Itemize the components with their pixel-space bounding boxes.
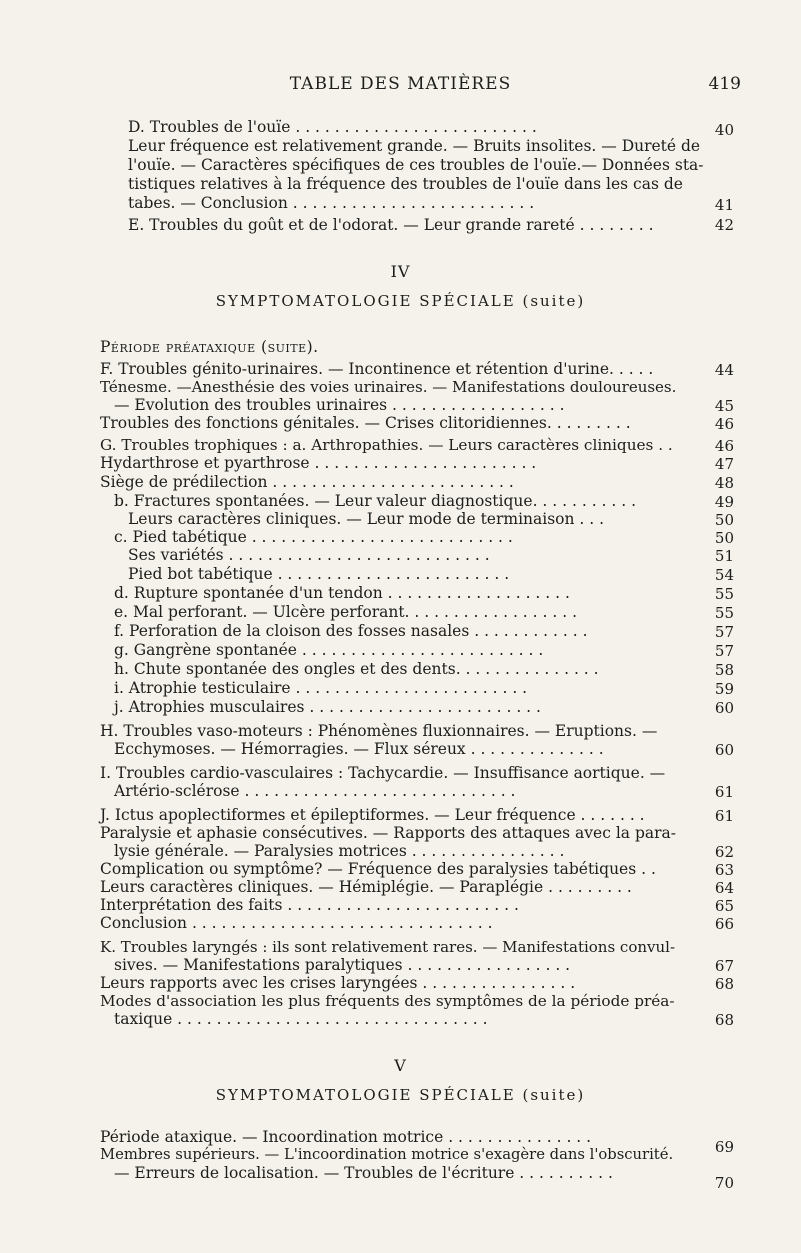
toc-line: Siège de prédilection . . . . . . . . . . . . . . . . . . . . . . . . . xyxy=(100,473,514,491)
toc-page: 54 xyxy=(714,566,734,584)
toc-line: Leurs rapports avec les crises laryngées . . . . . . . . . . . . . . . . xyxy=(100,974,576,992)
toc-line: d. Rupture spontanée d'un tendon . . . . . . . . . . . . . . . . . . . xyxy=(114,584,570,602)
toc-page: 57 xyxy=(714,642,734,660)
toc-line: Modes d'association les plus fréquents des symptômes de la période préa- xyxy=(100,992,675,1010)
toc-page: 60 xyxy=(714,741,734,759)
toc-page: 61 xyxy=(714,783,734,801)
toc-line: Ecchymoses. — Hémorragies. — Flux séreux . . . . . . . . . . . . . . xyxy=(114,740,604,758)
toc-line: c. Pied tabétique . . . . . . . . . . . . . . . . . . . . . . . . . . . xyxy=(114,528,513,546)
toc-line: I. Troubles cardio-vasculaires : Tachycardie. — Insuffisance aortique. — xyxy=(100,764,666,782)
period-heading: Période préataxique (suite). xyxy=(100,338,319,356)
toc-page: 67 xyxy=(714,957,734,975)
toc-line: Pied bot tabétique . . . . . . . . . . . . . . . . . . . . . . . . xyxy=(128,565,510,583)
toc-line: Artério-sclérose . . . . . . . . . . . . . . . . . . . . . . . . . . . . xyxy=(114,782,516,800)
toc-line: Membres supérieurs. — L'incoordination motrice s'exagère dans l'obscurité. xyxy=(100,1146,674,1163)
toc-page: 62 xyxy=(714,843,734,861)
toc-line: f. Perforation de la cloison des fosses nasales . . . . . . . . . . . . xyxy=(114,622,588,640)
toc-page: 55 xyxy=(714,604,734,622)
toc-page: 44 xyxy=(714,361,734,379)
toc-page: 60 xyxy=(714,699,734,717)
toc-page: 64 xyxy=(714,879,734,897)
toc-line: Ténesme. —Anesthésie des voies urinaires. — Manifestations douloureuses. xyxy=(100,378,677,396)
toc-page: 57 xyxy=(714,623,734,641)
toc-page: 58 xyxy=(714,661,734,679)
toc-line: tabes. — Conclusion . . . . . . . . . . . . . . . . . . . . . . . . . xyxy=(128,194,535,212)
toc-page: 45 xyxy=(714,397,734,415)
toc-page: 48 xyxy=(714,474,734,492)
toc-line: Interprétation des faits . . . . . . . . . . . . . . . . . . . . . . . . xyxy=(100,896,519,914)
toc-page: 70 xyxy=(714,1174,734,1192)
section-numeral: V xyxy=(394,1056,407,1075)
toc-line: e. Mal perforant. — Ulcère perforant. . . . . . . . . . . . . . . . . . xyxy=(114,603,578,621)
toc-line: j. Atrophies musculaires . . . . . . . . . . . . . . . . . . . . . . . . xyxy=(114,698,541,716)
toc-line: E. Troubles du goût et de l'odorat. — Leur grande rareté . . . . . . . . xyxy=(128,216,654,234)
toc-page: 68 xyxy=(714,1011,734,1029)
toc-line: g. Gangrène spontanée . . . . . . . . . . . . . . . . . . . . . . . . . xyxy=(114,641,544,659)
page-header xyxy=(0,74,801,98)
toc-line: Leurs caractères cliniques. — Hémiplégie. — Paraplégie . . . . . . . . . xyxy=(100,878,632,896)
toc-line: G. Troubles trophiques : a. Arthropathies. — Leurs caractères cliniques . . xyxy=(100,436,673,454)
toc-line: i. Atrophie testiculaire . . . . . . . . . . . . . . . . . . . . . . . . xyxy=(114,679,528,697)
toc-line: Leurs caractères cliniques. — Leur mode de terminaison . . . xyxy=(128,510,605,528)
toc-line: D. Troubles de l'ouïe . . . . . . . . . . . . . . . . . . . . . . . . . xyxy=(128,118,537,136)
toc-line: Hydarthrose et pyarthrose . . . . . . . . . . . . . . . . . . . . . . . xyxy=(100,454,537,472)
toc-page: 59 xyxy=(714,680,734,698)
toc-line: H. Troubles vaso-moteurs : Phénomènes fluxionnaires. — Eruptions. — xyxy=(100,722,658,740)
toc-page: 69 xyxy=(714,1138,734,1156)
toc-line: Conclusion . . . . . . . . . . . . . . . . . . . . . . . . . . . . . . . xyxy=(100,914,493,932)
toc-line: F. Troubles génito-urinaires. — Incontinence et rétention d'urine. . . . . xyxy=(100,360,654,378)
toc-line: h. Chute spontanée des ongles et des dents. . . . . . . . . . . . . . . xyxy=(114,660,599,678)
toc-page: 68 xyxy=(714,975,734,993)
toc-line: — Evolution des troubles urinaires . . . . . . . . . . . . . . . . . . xyxy=(114,396,565,414)
toc-page: 46 xyxy=(714,415,734,433)
toc-page: 42 xyxy=(714,216,734,234)
toc-line: taxique . . . . . . . . . . . . . . . . . . . . . . . . . . . . . . . . xyxy=(114,1010,488,1028)
page-number: 419 xyxy=(708,74,741,94)
toc-page: 63 xyxy=(714,861,734,879)
toc-line: K. Troubles laryngés : ils sont relativement rares. — Manifestations convul- xyxy=(100,938,676,956)
toc-line: Troubles des fonctions génitales. — Crises clitoridiennes. . . . . . . . . xyxy=(100,414,631,432)
toc-page: 40 xyxy=(714,121,734,139)
toc-line: Leur fréquence est relativement grande. — Bruits insolites. — Dureté de xyxy=(128,137,701,155)
running-title: TABLE DES MATIÈRES xyxy=(289,74,512,94)
toc-page: 50 xyxy=(714,511,734,529)
toc-page: 41 xyxy=(714,196,734,214)
toc-page: 55 xyxy=(714,585,734,603)
toc-line: — Erreurs de localisation. — Troubles de l'écriture . . . . . . . . . . xyxy=(114,1164,613,1182)
toc-page: 47 xyxy=(714,455,734,473)
toc-line: Ses variétés . . . . . . . . . . . . . . . . . . . . . . . . . . . xyxy=(128,546,490,564)
toc-line: b. Fractures spontanées. — Leur valeur diagnostique. . . . . . . . . . . xyxy=(114,492,637,510)
toc-line: Paralysie et aphasie consécutives. — Rapports des attaques avec la para- xyxy=(100,824,677,842)
toc-line: lysie générale. — Paralysies motrices . . . . . . . . . . . . . . . . xyxy=(114,842,565,860)
toc-page: 51 xyxy=(714,547,734,565)
toc-line: tistiques relatives à la fréquence des troubles de l'ouïe dans les cas de xyxy=(128,175,683,193)
toc-page: 46 xyxy=(714,437,734,455)
section-title: SYMPTOMATOLOGIE SPÉCIALE (suite) xyxy=(215,292,586,310)
toc-line: sives. — Manifestations paralytiques . . . . . . . . . . . . . . . . . xyxy=(114,956,571,974)
toc-page: 66 xyxy=(714,915,734,933)
section-numeral: IV xyxy=(390,262,411,281)
toc-line: Période ataxique. — Incoordination motrice . . . . . . . . . . . . . . . xyxy=(100,1128,592,1146)
toc-page: 50 xyxy=(714,529,734,547)
toc-line: l'ouïe. — Caractères spécifiques de ces troubles de l'ouïe.— Données sta- xyxy=(128,156,704,174)
section-title: SYMPTOMATOLOGIE SPÉCIALE (suite) xyxy=(215,1086,586,1104)
toc-page: 49 xyxy=(714,493,734,511)
toc-page: 61 xyxy=(714,807,734,825)
toc-line: J. Ictus apoplectiformes et épileptiformes. — Leur fréquence . . . . . . . xyxy=(100,806,645,824)
toc-page: 65 xyxy=(714,897,734,915)
toc-line: Complication ou symptôme? — Fréquence des paralysies tabétiques . . xyxy=(100,860,656,878)
